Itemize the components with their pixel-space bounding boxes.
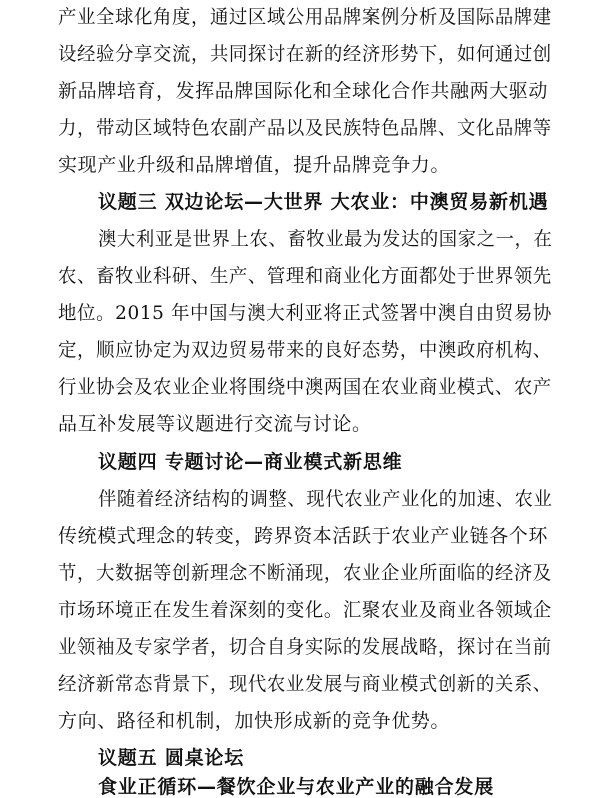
section-heading: 议题五 圆桌论坛 [98,747,245,769]
section-heading: 议题四 专题讨论—商业模式新思维 [98,451,403,473]
paragraph-line: 澳大利亚是世界上农、畜牧业最为发达的国家之一，在 [98,228,553,250]
paragraph-line: 品互补发展等议题进行交流与讨论。 [58,413,372,435]
paragraph-line: 市场环境正在发生着深刻的变化。汇聚农业及商业各领域企 [58,599,552,621]
paragraph-line: 节，大数据等创新理念不断涌现，农业企业所面临的经济及 [58,562,552,584]
section-heading: 食业正循环—餐饮企业与农业产业的融合发展 [98,776,495,798]
paragraph-line: 地位。2015 年中国与澳大利亚将正式签署中澳自由贸易协 [58,302,552,324]
paragraph-line: 农、畜牧业科研、生产、管理和商业化方面都处于世界领先 [58,265,552,287]
paragraph-line: 新品牌培育，发挥品牌国际化和全球化合作共融两大驱动 [58,80,549,102]
paragraph-line: 传统模式理念的转变，跨界资本活跃于农业产业链各个环 [58,525,549,547]
paragraph-line: 方向、路径和机制，加快形成新的竞争优势。 [58,710,451,732]
paragraph-line: 设经验分享交流，共同探讨在新的经济形势下，如何通过创 [58,43,552,65]
paragraph-line: 定，顺应协定为双边贸易带来的良好态势，中澳政府机构、 [58,339,552,361]
paragraph-line: 产业全球化角度，通过区域公用品牌案例分析及国际品牌建 [58,6,552,28]
paragraph-line: 力，带动区域特色农副产品以及民族特色品牌、文化品牌等 [58,117,552,139]
section-heading: 议题三 双边论坛—大世界 大农业：中澳贸易新机遇 [98,191,549,213]
paragraph-line: 业领袖及专家学者，切合自身实际的发展战略，探讨在当前 [58,636,552,658]
paragraph-line: 实现产业升级和品牌增值，提升品牌竞争力。 [58,154,451,176]
paragraph-line: 伴随着经济结构的调整、现代农业产业化的加速、农业 [98,488,553,510]
paragraph-line: 行业协会及农业企业将围绕中澳两国在农业商业模式、农产 [58,376,552,398]
paragraph-line: 经济新常态背景下，现代农业发展与商业模式创新的关系、 [58,673,552,695]
